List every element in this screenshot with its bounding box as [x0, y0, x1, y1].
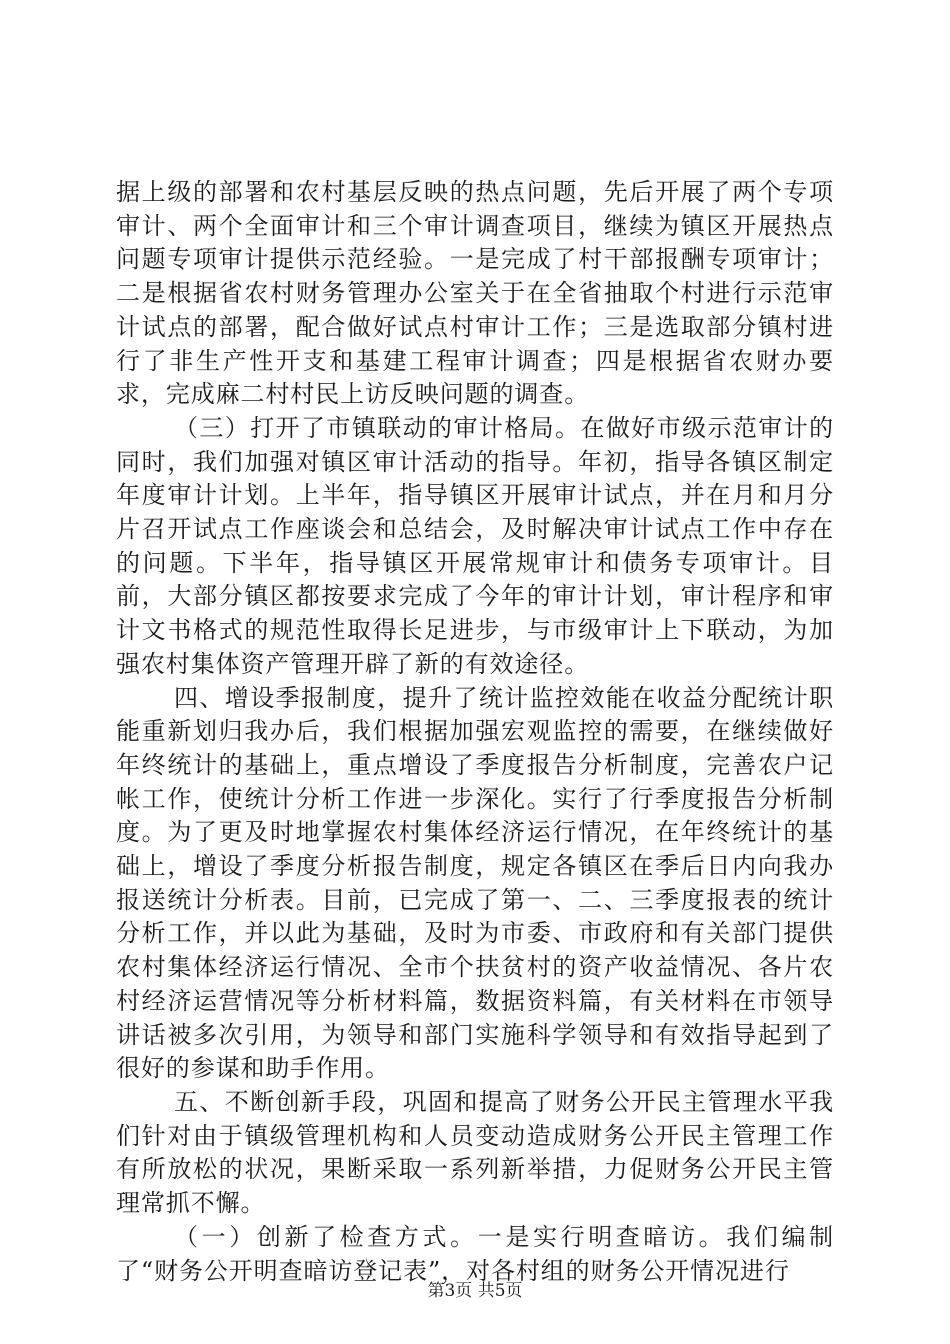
page-number-footer: 第3页 共5页	[427, 1281, 523, 1301]
paragraph-5: （一）创新了检查方式。一是实行明查暗访。我们编制了“财务公开明查暗访登记表”，对各村组的财务公开情况进行	[116, 1222, 834, 1285]
paragraph-1: 据上级的部署和农村基层反映的热点问题，先后开展了两个专项审计、两个全面审计和三个审计调查项目，继续为镇区开展热点问题专项审计提供示范经验。一是完成了村干部报酬专项审计；二是根据省农村财务管理办公室关于在全省抽取个村进行示范审计试点的部署，配合做好试点村审计工作；三是选取部分镇村进行了非生产性开支和基建工程审计调查；四是根据省农财办要求，完成麻二村村民上访反映问题的调查。	[116, 178, 834, 409]
paragraph-3: 四、增设季报制度，提升了统计监控效能在收益分配统计职能重新划归我办后，我们根据加强宏观监控的需要，在继续做好年终统计的基础上，重点增设了季度报告分析制度，完善农户记帐工作，使统计分析工作进一步深化。实行了行季度报告分析制度。为了更及时地掌握农村集体经济运行情况，在年终统计的基础上，增设了季度分析报告制度，规定各镇区在季后日内向我办报送统计分析表。目前，已完成了第一、二、三季度报表的统计分析工作，并以此为基础，及时为市委、市政府和有关部门提供农村集体经济运行情况、全市个扶贫村的资产收益情况、各片农村经济运营情况等分析材料篇，数据资料篇，有关材料在市领导讲话被多次引用，为领导和部门实施科学领导和有效指导起到了很好的参谋和助手作用。	[116, 683, 834, 1083]
paragraph-2: （三）打开了市镇联动的审计格局。在做好市级示范审计的同时，我们加强对镇区审计活动的指导。年初，指导各镇区制定年度审计计划。上半年，指导镇区开展审计试点，并在月和月分片召开试点工作座谈会和总结会，及时解决审计试点工作中存在的问题。下半年，指导镇区开展常规审计和债务专项审计。目前，大部分镇区都按要求完成了今年的审计计划，审计程序和审计文书格式的规范性取得长足进步，与市级审计上下联动，为加强农村集体资产管理开辟了新的有效途径。	[116, 413, 834, 678]
document-body	[116, 176, 834, 1288]
paragraph-4: 五、不断创新手段，巩固和提高了财务公开民主管理水平我们针对由于镇级管理机构和人员变动造成财务公开民主管理工作有所放松的状况，果断采取一系列新举措，力促财务公开民主管理常抓不懈。	[116, 1087, 834, 1218]
